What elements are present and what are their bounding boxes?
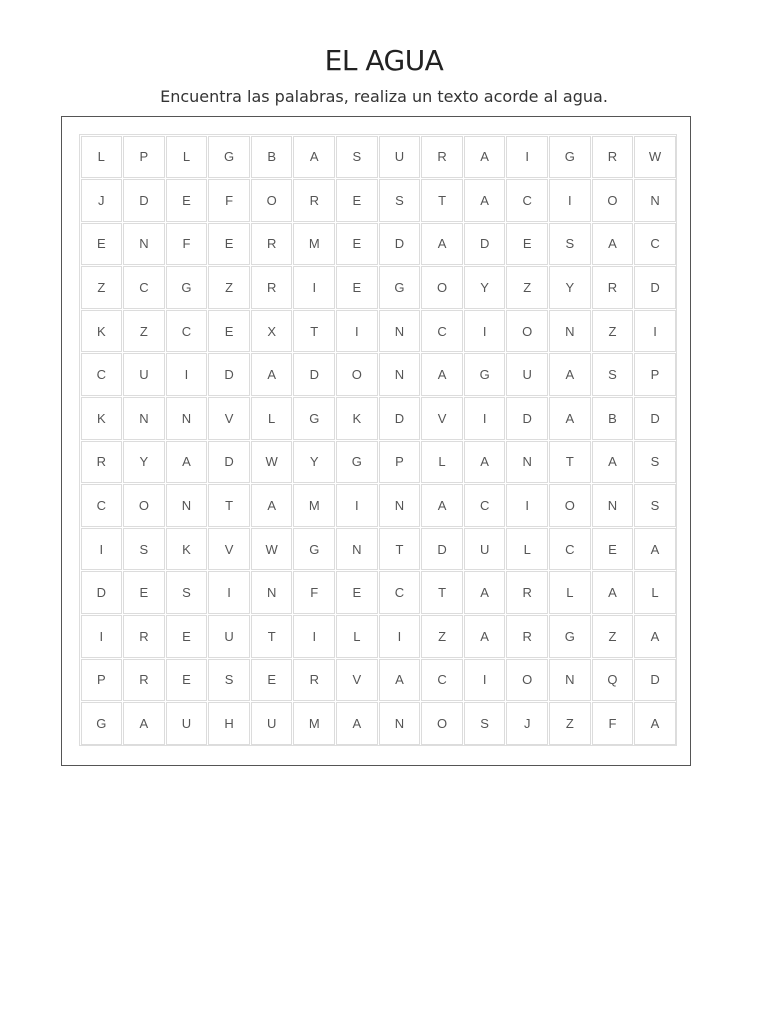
- grid-cell[interactable]: E: [208, 310, 250, 353]
- grid-cell[interactable]: U: [506, 353, 548, 396]
- grid-cell[interactable]: Y: [123, 441, 165, 484]
- grid-cell[interactable]: C: [549, 528, 591, 571]
- grid-cell[interactable]: U: [123, 353, 165, 396]
- grid-cell[interactable]: A: [251, 484, 293, 527]
- grid-cell[interactable]: K: [81, 310, 123, 353]
- grid-cell[interactable]: I: [293, 266, 335, 309]
- grid-cell[interactable]: I: [464, 659, 506, 702]
- grid-cell[interactable]: I: [336, 310, 378, 353]
- grid-cell[interactable]: C: [421, 659, 463, 702]
- grid-cell[interactable]: T: [549, 441, 591, 484]
- grid-cell[interactable]: L: [549, 571, 591, 614]
- grid-cell[interactable]: X: [251, 310, 293, 353]
- grid-cell[interactable]: R: [592, 266, 634, 309]
- grid-cell[interactable]: D: [421, 528, 463, 571]
- grid-cell[interactable]: E: [336, 266, 378, 309]
- grid-cell[interactable]: G: [336, 441, 378, 484]
- grid-cell[interactable]: E: [166, 659, 208, 702]
- grid-cell[interactable]: E: [592, 528, 634, 571]
- grid-cell[interactable]: I: [634, 310, 676, 353]
- grid-cell[interactable]: E: [336, 223, 378, 266]
- grid-cell[interactable]: O: [421, 266, 463, 309]
- grid-cell[interactable]: G: [464, 353, 506, 396]
- grid-cell[interactable]: D: [379, 223, 421, 266]
- grid-cell[interactable]: I: [293, 615, 335, 658]
- grid-cell[interactable]: E: [506, 223, 548, 266]
- grid-cell[interactable]: N: [506, 441, 548, 484]
- grid-cell[interactable]: Z: [81, 266, 123, 309]
- grid-cell[interactable]: D: [634, 397, 676, 440]
- grid-cell[interactable]: Z: [549, 702, 591, 745]
- grid-cell[interactable]: A: [421, 353, 463, 396]
- grid-cell[interactable]: L: [421, 441, 463, 484]
- grid-cell[interactable]: U: [379, 136, 421, 179]
- grid-cell[interactable]: J: [81, 179, 123, 222]
- grid-cell[interactable]: N: [592, 484, 634, 527]
- grid-cell[interactable]: A: [464, 571, 506, 614]
- grid-cell[interactable]: E: [166, 179, 208, 222]
- grid-cell[interactable]: S: [123, 528, 165, 571]
- grid-cell[interactable]: C: [166, 310, 208, 353]
- grid-cell[interactable]: A: [464, 179, 506, 222]
- grid-cell[interactable]: Y: [549, 266, 591, 309]
- grid-cell[interactable]: U: [166, 702, 208, 745]
- instructions: Encuentra las palabras, realiza un texto acorde al agua.: [160, 87, 608, 106]
- grid-cell[interactable]: O: [251, 179, 293, 222]
- grid-cell[interactable]: C: [81, 484, 123, 527]
- grid-cell[interactable]: R: [293, 659, 335, 702]
- grid-cell[interactable]: Z: [208, 266, 250, 309]
- grid-cell[interactable]: L: [166, 136, 208, 179]
- grid-cell[interactable]: G: [293, 528, 335, 571]
- grid-cell[interactable]: Z: [123, 310, 165, 353]
- grid-cell[interactable]: A: [293, 136, 335, 179]
- grid-cell[interactable]: C: [506, 179, 548, 222]
- grid-cell[interactable]: S: [208, 659, 250, 702]
- grid-cell[interactable]: G: [549, 136, 591, 179]
- grid-cell[interactable]: S: [549, 223, 591, 266]
- word-search-grid: [79, 134, 677, 746]
- grid-cell[interactable]: M: [293, 223, 335, 266]
- grid-cell[interactable]: R: [123, 659, 165, 702]
- grid-cell[interactable]: A: [421, 484, 463, 527]
- grid-cell[interactable]: S: [592, 353, 634, 396]
- grid-cell[interactable]: E: [123, 571, 165, 614]
- grid-cell[interactable]: G: [208, 136, 250, 179]
- grid-cell[interactable]: I: [506, 136, 548, 179]
- grid-cell[interactable]: K: [81, 397, 123, 440]
- grid-cell[interactable]: P: [81, 659, 123, 702]
- grid-cell[interactable]: Q: [592, 659, 634, 702]
- grid-cell[interactable]: G: [81, 702, 123, 745]
- grid-cell[interactable]: T: [379, 528, 421, 571]
- grid-cell[interactable]: A: [592, 441, 634, 484]
- grid-cell[interactable]: A: [464, 441, 506, 484]
- grid-cell[interactable]: I: [549, 179, 591, 222]
- grid-cell[interactable]: S: [634, 441, 676, 484]
- grid-cell[interactable]: G: [166, 266, 208, 309]
- grid-cell[interactable]: N: [166, 397, 208, 440]
- grid-cell[interactable]: V: [208, 528, 250, 571]
- grid-cell[interactable]: L: [634, 571, 676, 614]
- grid-cell[interactable]: A: [464, 136, 506, 179]
- grid-cell[interactable]: P: [379, 441, 421, 484]
- grid-cell[interactable]: D: [634, 659, 676, 702]
- grid-cell[interactable]: A: [634, 615, 676, 658]
- grid-cell[interactable]: N: [549, 310, 591, 353]
- grid-cell[interactable]: R: [123, 615, 165, 658]
- grid-cell[interactable]: D: [379, 397, 421, 440]
- grid-cell[interactable]: B: [592, 397, 634, 440]
- grid-cell[interactable]: I: [336, 484, 378, 527]
- grid-cell[interactable]: D: [464, 223, 506, 266]
- grid-cell[interactable]: W: [251, 441, 293, 484]
- grid-cell[interactable]: H: [208, 702, 250, 745]
- grid-cell[interactable]: M: [293, 702, 335, 745]
- grid-cell[interactable]: L: [81, 136, 123, 179]
- grid-cell[interactable]: D: [123, 179, 165, 222]
- grid-cell[interactable]: N: [166, 484, 208, 527]
- grid-cell[interactable]: I: [464, 310, 506, 353]
- grid-cell[interactable]: R: [293, 179, 335, 222]
- grid-cell[interactable]: U: [464, 528, 506, 571]
- grid-cell[interactable]: P: [634, 353, 676, 396]
- grid-cell[interactable]: C: [634, 223, 676, 266]
- grid-cell[interactable]: A: [464, 615, 506, 658]
- grid-cell[interactable]: R: [592, 136, 634, 179]
- grid-cell[interactable]: A: [379, 659, 421, 702]
- grid-cell[interactable]: A: [549, 397, 591, 440]
- grid-cell[interactable]: C: [379, 571, 421, 614]
- grid-cell[interactable]: O: [506, 659, 548, 702]
- grid-cell[interactable]: I: [464, 397, 506, 440]
- grid-cell[interactable]: F: [166, 223, 208, 266]
- grid-cell[interactable]: L: [251, 397, 293, 440]
- grid-cell[interactable]: A: [634, 528, 676, 571]
- grid-cell[interactable]: I: [81, 615, 123, 658]
- grid-cell[interactable]: M: [293, 484, 335, 527]
- grid-cell[interactable]: I: [166, 353, 208, 396]
- grid-cell[interactable]: R: [251, 266, 293, 309]
- grid-cell[interactable]: Y: [293, 441, 335, 484]
- grid-cell[interactable]: O: [592, 179, 634, 222]
- grid-cell[interactable]: C: [421, 310, 463, 353]
- grid-cell[interactable]: T: [293, 310, 335, 353]
- grid-cell[interactable]: N: [123, 223, 165, 266]
- grid-cell[interactable]: R: [251, 223, 293, 266]
- grid-cell[interactable]: N: [336, 528, 378, 571]
- grid-cell[interactable]: Z: [506, 266, 548, 309]
- grid-cell[interactable]: A: [251, 353, 293, 396]
- grid-cell[interactable]: O: [549, 484, 591, 527]
- grid-cell[interactable]: S: [379, 179, 421, 222]
- grid-cell[interactable]: K: [166, 528, 208, 571]
- grid-cell[interactable]: T: [421, 571, 463, 614]
- grid-cell[interactable]: E: [81, 223, 123, 266]
- grid-cell[interactable]: T: [208, 484, 250, 527]
- grid-cell[interactable]: D: [81, 571, 123, 614]
- grid-cell[interactable]: O: [506, 310, 548, 353]
- grid-cell[interactable]: C: [464, 484, 506, 527]
- grid-cell[interactable]: L: [506, 528, 548, 571]
- grid-cell[interactable]: Z: [421, 615, 463, 658]
- grid-cell[interactable]: F: [208, 179, 250, 222]
- grid-cell[interactable]: N: [634, 179, 676, 222]
- grid-cell[interactable]: W: [251, 528, 293, 571]
- grid-cell[interactable]: V: [208, 397, 250, 440]
- grid-cell[interactable]: A: [592, 223, 634, 266]
- grid-cell[interactable]: G: [379, 266, 421, 309]
- grid-cell[interactable]: I: [81, 528, 123, 571]
- grid-cell[interactable]: R: [81, 441, 123, 484]
- grid-cell[interactable]: S: [464, 702, 506, 745]
- grid-cell[interactable]: C: [123, 266, 165, 309]
- grid-cell[interactable]: N: [251, 571, 293, 614]
- grid-cell[interactable]: I: [208, 571, 250, 614]
- grid-cell[interactable]: N: [379, 484, 421, 527]
- grid-cell[interactable]: A: [421, 223, 463, 266]
- grid-cell[interactable]: R: [421, 136, 463, 179]
- grid-cell[interactable]: N: [379, 310, 421, 353]
- grid-cell[interactable]: K: [336, 397, 378, 440]
- grid-cell[interactable]: E: [166, 615, 208, 658]
- grid-cell[interactable]: A: [166, 441, 208, 484]
- grid-cell[interactable]: V: [421, 397, 463, 440]
- grid-cell[interactable]: D: [293, 353, 335, 396]
- grid-cell[interactable]: R: [506, 615, 548, 658]
- grid-cell[interactable]: A: [336, 702, 378, 745]
- grid-cell[interactable]: Z: [592, 310, 634, 353]
- grid-cell[interactable]: O: [336, 353, 378, 396]
- grid-cell[interactable]: D: [634, 266, 676, 309]
- grid-cell[interactable]: B: [251, 136, 293, 179]
- grid-cell[interactable]: O: [123, 484, 165, 527]
- grid-cell[interactable]: F: [293, 571, 335, 614]
- grid-cell[interactable]: N: [549, 659, 591, 702]
- grid-cell[interactable]: S: [166, 571, 208, 614]
- page-title: EL AGUA: [324, 44, 444, 77]
- grid-cell[interactable]: A: [592, 571, 634, 614]
- grid-cell[interactable]: T: [421, 179, 463, 222]
- grid-cell[interactable]: T: [251, 615, 293, 658]
- grid-cell[interactable]: P: [123, 136, 165, 179]
- grid-cell[interactable]: D: [208, 441, 250, 484]
- grid-cell[interactable]: E: [336, 571, 378, 614]
- grid-cell[interactable]: Y: [464, 266, 506, 309]
- grid-cell[interactable]: N: [123, 397, 165, 440]
- grid-cell[interactable]: E: [208, 223, 250, 266]
- grid-cell[interactable]: S: [634, 484, 676, 527]
- grid-cell[interactable]: U: [208, 615, 250, 658]
- grid-cell[interactable]: A: [123, 702, 165, 745]
- grid-cell[interactable]: F: [592, 702, 634, 745]
- grid-cell[interactable]: A: [634, 702, 676, 745]
- grid-cell[interactable]: U: [251, 702, 293, 745]
- grid-cell[interactable]: I: [379, 615, 421, 658]
- grid-cell[interactable]: O: [421, 702, 463, 745]
- grid-cell[interactable]: D: [506, 397, 548, 440]
- grid-cell[interactable]: S: [336, 136, 378, 179]
- grid-cell[interactable]: I: [506, 484, 548, 527]
- grid-cell[interactable]: E: [251, 659, 293, 702]
- grid-cell[interactable]: V: [336, 659, 378, 702]
- grid-cell[interactable]: W: [634, 136, 676, 179]
- grid-cell[interactable]: R: [506, 571, 548, 614]
- grid-cell[interactable]: C: [81, 353, 123, 396]
- grid-cell[interactable]: A: [549, 353, 591, 396]
- grid-cell[interactable]: G: [549, 615, 591, 658]
- grid-cell[interactable]: G: [293, 397, 335, 440]
- grid-cell[interactable]: N: [379, 353, 421, 396]
- grid-cell[interactable]: D: [208, 353, 250, 396]
- grid-cell[interactable]: E: [336, 179, 378, 222]
- grid-cell[interactable]: Z: [592, 615, 634, 658]
- grid-cell[interactable]: N: [379, 702, 421, 745]
- grid-cell[interactable]: L: [336, 615, 378, 658]
- grid-cell[interactable]: J: [506, 702, 548, 745]
